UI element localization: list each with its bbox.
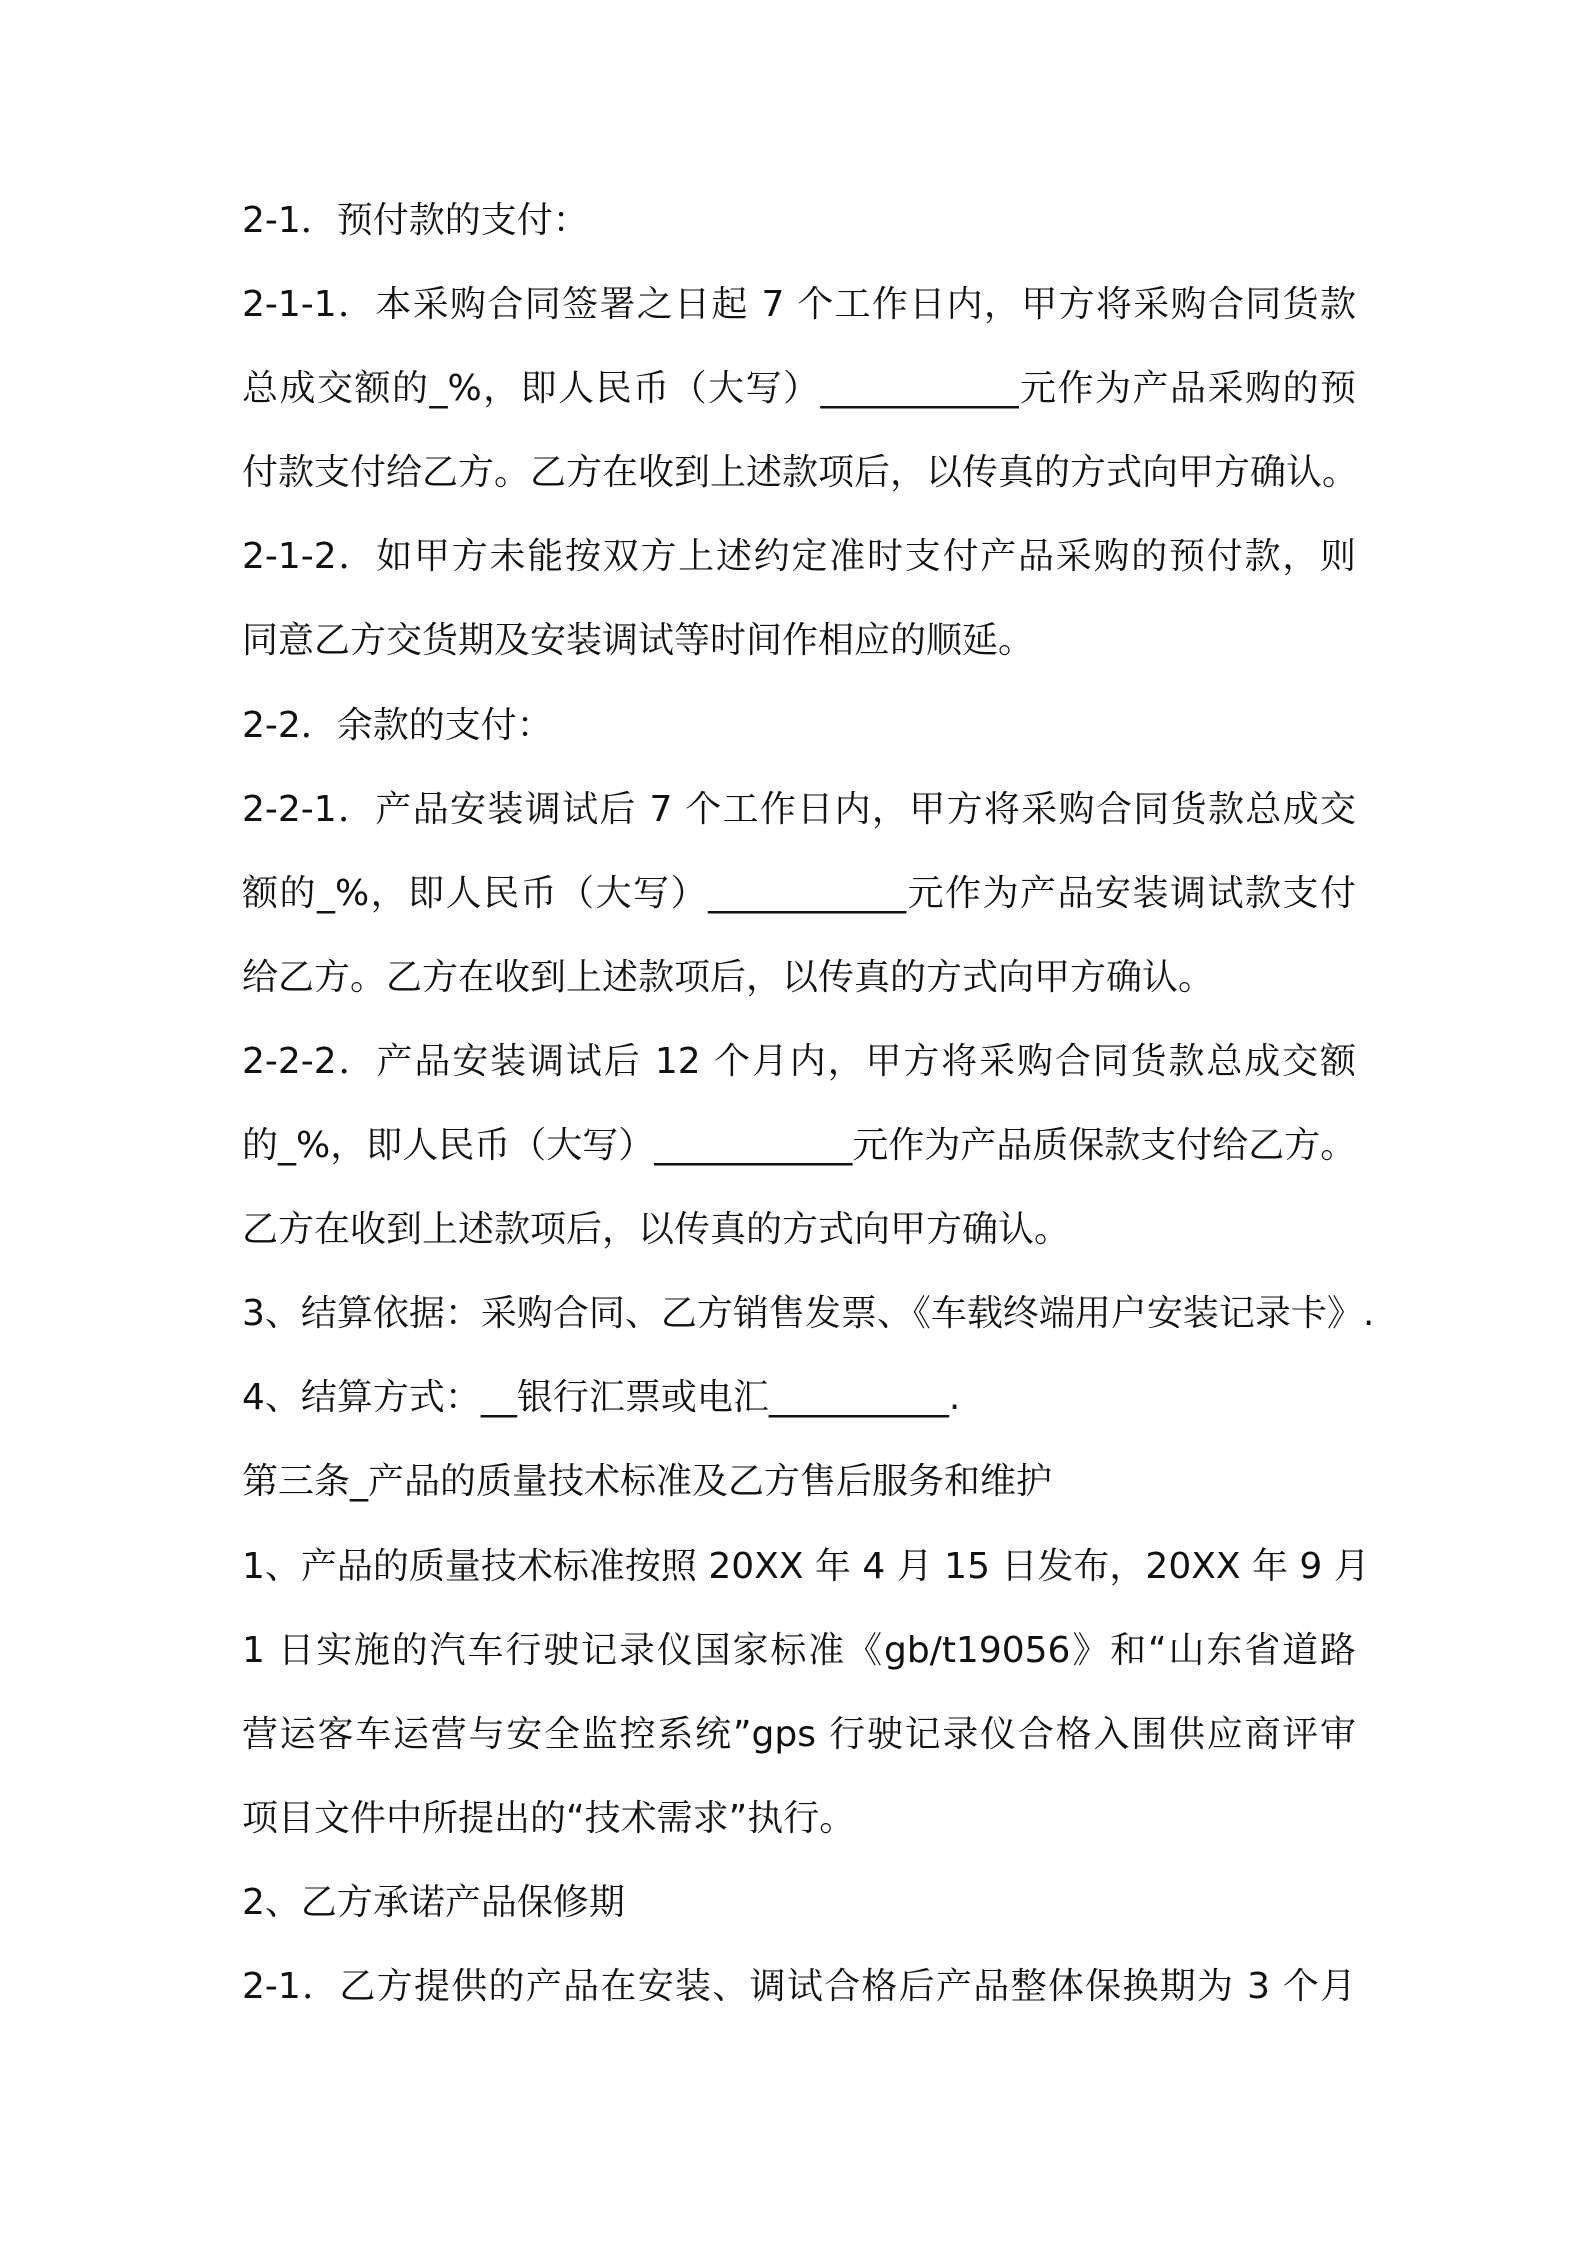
text-line-10: 给乙方。乙方在收到上述款项后，以传真的方式向甲方确认。 <box>242 957 1215 998</box>
text-line-22: 2-1．乙方提供的产品在安装、调试合格后产品整体保换期为 3 个月 <box>242 1966 1356 2007</box>
text-line-19: 营运客车运营与安全监控系统”gps 行驶记录仪合格入围供应商评审 <box>242 1714 1356 1755</box>
text-line-2: 2-1-1．本采购合同签署之日起 7 个工作日内，甲方将采购合同货款 <box>242 284 1356 325</box>
text-line-8: 2-2-1．产品安装调试后 7 个工作日内，甲方将采购合同货款总成交 <box>242 789 1356 830</box>
text-line-18: 1 日实施的汽车行驶记录仪国家标准《gb/t19056》和“山东省道路 <box>242 1630 1356 1671</box>
text-line-13: 乙方在收到上述款项后，以传真的方式向甲方确认。 <box>242 1209 1071 1250</box>
text-line-15: 4、结算方式：__银行汇票或电汇__________. <box>242 1377 961 1418</box>
text-line-3: 总成交额的_%，即人民币（大写）___________元作为产品采购的预 <box>242 368 1356 409</box>
text-line-1: 2-1．预付款的支付： <box>242 200 589 241</box>
text-line-12: 的_%，即人民币（大写）___________元作为产品质保款支付给乙方。 <box>242 1125 1357 1166</box>
text-line-6: 同意乙方交货期及安装调试等时间作相应的顺延。 <box>242 620 1035 661</box>
text-line-16: 第三条_产品的质量技术标准及乙方售后服务和维护 <box>242 1461 1053 1502</box>
text-line-21: 2、乙方承诺产品保修期 <box>242 1882 625 1923</box>
text-line-7: 2-2．余款的支付： <box>242 705 553 746</box>
text-line-4: 付款支付给乙方。乙方在收到上述款项后，以传真的方式向甲方确认。 <box>242 452 1359 493</box>
text-line-11: 2-2-2．产品安装调试后 12 个月内，甲方将采购合同货款总成交额 <box>242 1041 1356 1082</box>
text-line-17: 1、产品的质量技术标准按照 20XX 年 4 月 15 日发布，20XX 年 9 月 <box>242 1546 1370 1587</box>
text-line-14: 3、结算依据：采购合同、乙方销售发票、《车载终端用户安装记录卡》. <box>242 1293 1375 1334</box>
text-line-5: 2-1-2．如甲方未能按双方上述约定准时支付产品采购的预付款，则 <box>242 536 1356 577</box>
text-line-20: 项目文件中所提出的“技术需求”执行。 <box>242 1798 856 1839</box>
text-line-9: 额的_%，即人民币（大写）___________元作为产品安装调试款支付 <box>242 873 1356 914</box>
